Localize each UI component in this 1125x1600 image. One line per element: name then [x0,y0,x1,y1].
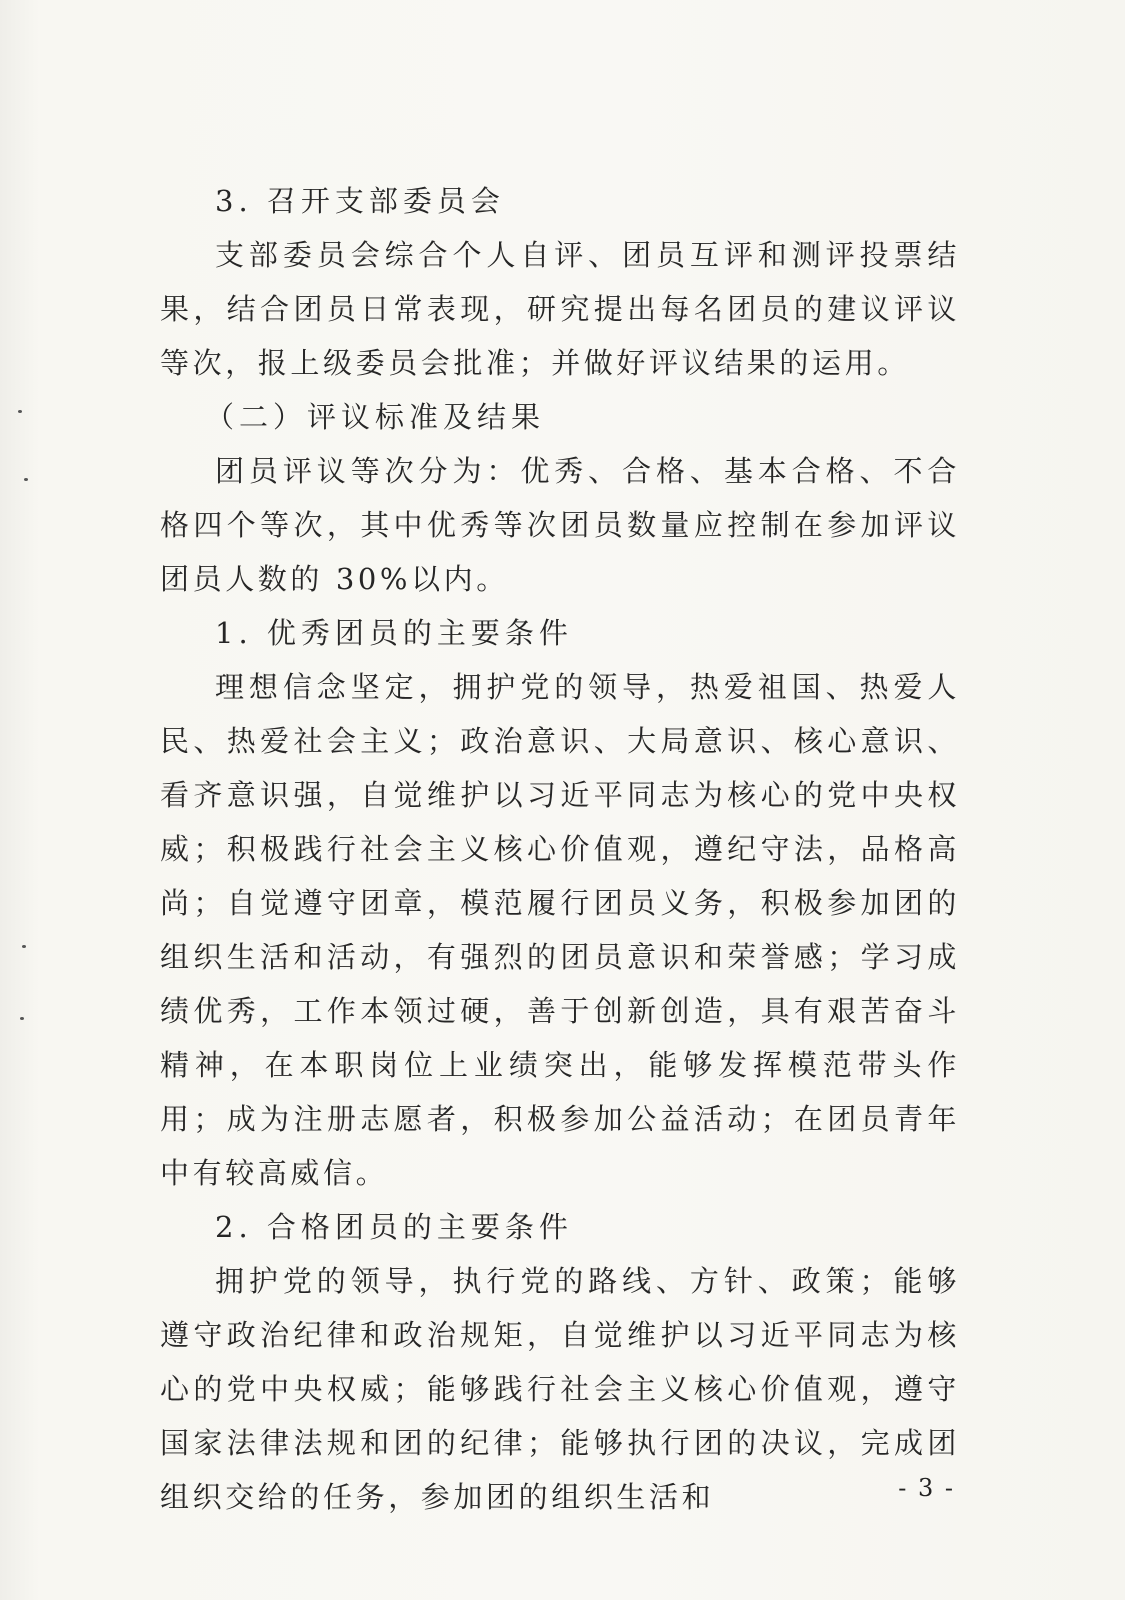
document-body [160,174,960,1524]
item1-paragraph: 理想信念坚定，拥护党的领导，热爱祖国、热爱人民、热爱社会主义；政治意识、大局意识、核心意识、看齐意识强，自觉维护以习近平同志为核心的党中央权威；积极践行社会主义核心价值观，遵纪守法，品格高尚；自觉遵守团章，模范履行团员义务，积极参加团的组织生活和活动，有强烈的团员意识和荣誉感；学习成绩优秀，工作本领过硬，善于创新创造，具有艰苦奋斗精神，在本职岗位上业绩突出，能够发挥模范带头作用；成为注册志愿者，积极参加公益活动；在团员青年中有较高威信。 [160,670,960,1190]
scan-speck [24,478,28,481]
part2-paragraph: 团员评议等次分为：优秀、合格、基本合格、不合格四个等次，其中优秀等次团员数量应控制在参加评议团员人数的 30%以内。 [160,454,960,596]
section3-paragraph: 支部委员会综合个人自评、团员互评和测评投票结果，结合团员日常表现，研究提出每名团员的建议评议等次，报上级委员会批准；并做好评议结果的运用。 [160,238,960,380]
page-number: - 3 - [898,1474,955,1502]
item1-heading: 1. 优秀团员的主要条件 [215,616,573,650]
scan-speck [22,945,26,948]
scan-speck [18,410,22,413]
section3-heading: 3. 召开支部委员会 [215,184,505,218]
item2-paragraph: 拥护党的领导，执行党的路线、方针、政策；能够遵守政治纪律和政治规矩，自觉维护以习近平同志为核心的党中央权威；能够践行社会主义核心价值观，遵守国家法律法规和团的纪律；能够执行团的决议，完成团组织交给的任务，参加团的组织生活和 [160,1264,960,1514]
part2-heading: （二）评议标准及结果 [205,400,546,434]
item2-heading: 2. 合格团员的主要条件 [215,1210,573,1244]
scan-speck [20,1017,24,1020]
